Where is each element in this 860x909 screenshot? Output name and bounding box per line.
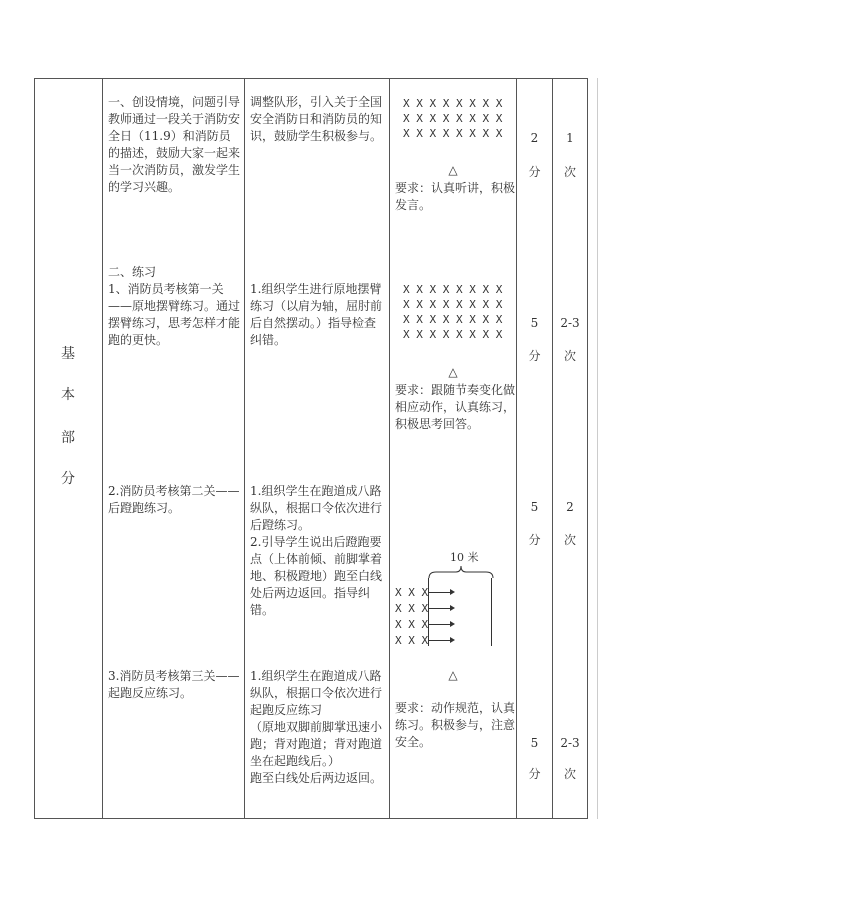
- section-label-char: 基: [61, 346, 75, 362]
- run-direction-arrow: [429, 624, 451, 625]
- start-line: [428, 578, 429, 646]
- time-value: 5: [530, 316, 539, 330]
- teacher-guidance: 1.组织学生在跑道成八路纵队，根据口令依次进行后蹬练习。 2.引导学生说出后蹬跑要点（上体前倾、前脚掌着地、积极蹬地）跑至白线处后两边返回。指导纠错。: [250, 484, 383, 617]
- teacher-position-mark: △: [448, 365, 458, 379]
- count-value: 1: [566, 131, 574, 145]
- section-label-char: 本: [61, 387, 75, 403]
- count-unit: 次: [563, 533, 576, 547]
- runner-group: X X X: [395, 618, 429, 631]
- requirement-text: 要求：认真听讲，积极发言。: [395, 181, 516, 212]
- count-unit: 次: [563, 349, 576, 363]
- requirement-text: 要求：动作规范，认真练习。积极参与，注意安全。: [395, 701, 516, 749]
- formation-grid: X X X X X X X X X X X X X X X X X X X X X X X X X X X X X X X X: [403, 283, 503, 341]
- table-col-line: [102, 78, 103, 819]
- time-value: 2: [530, 131, 539, 145]
- teacher-position-mark: △: [448, 668, 458, 682]
- teacher-position-mark: △: [448, 163, 458, 177]
- turn-line: [491, 578, 492, 646]
- time-value: 5: [530, 500, 539, 514]
- count-value: 2-3: [560, 736, 580, 750]
- runner-group: X X X: [395, 586, 429, 599]
- time-unit: 分: [528, 533, 541, 547]
- count-value: 2: [566, 500, 574, 514]
- distance-label: 10 米: [450, 551, 479, 564]
- table-border-top: [34, 78, 588, 79]
- run-direction-arrow: [429, 592, 451, 593]
- count-unit: 次: [563, 767, 576, 781]
- activity-content: 一、创设情境，问题引导 教师通过一段关于消防安全日（11.9）和消防员的描述，鼓励大家一起来当一次消防员，激发学生的学习兴趣。: [108, 95, 241, 194]
- activity-content: 3.消防员考核第三关——起跑反应练习。: [108, 669, 240, 700]
- section-label-char: 部: [61, 430, 75, 446]
- table-col-line: [34, 78, 35, 819]
- teacher-guidance: 1.组织学生在跑道成八路纵队，根据口令依次进行起跑反应练习 （原地双脚前脚掌迅速小跑；背对跑道；背对跑道坐在起跑线后。） 跑至白线处后两边返回。: [250, 669, 383, 785]
- time-unit: 分: [528, 165, 541, 179]
- count-unit: 次: [563, 165, 576, 179]
- count-value: 2-3: [560, 316, 580, 330]
- requirement-text: 要求：跟随节奏变化做相应动作，认真练习，积极思考回答。: [395, 383, 516, 431]
- run-direction-arrow: [429, 608, 451, 609]
- run-direction-arrow: [429, 640, 451, 641]
- distance-brace: [428, 564, 494, 580]
- activity-content: 二、练习 1、消防员考核第一关——原地摆臂练习。通过摆臂练习，思考怎样才能跑的更快。: [108, 265, 241, 347]
- teacher-guidance: 1.组织学生进行原地摆臂练习（以肩为轴，屈肘前后自然摆动。）指导检查纠错。: [250, 282, 383, 347]
- formation-grid: X X X X X X X X X X X X X X X X X X X X X X X X: [403, 97, 503, 140]
- time-unit: 分: [528, 349, 541, 363]
- table-border-bottom: [34, 818, 588, 819]
- runner-group: X X X: [395, 634, 429, 647]
- page-edge-line: [597, 78, 598, 819]
- table-col-line: [244, 78, 245, 819]
- time-unit: 分: [528, 767, 541, 781]
- table-col-line: [516, 78, 517, 819]
- time-value: 5: [530, 736, 539, 750]
- table-col-line: [587, 78, 588, 819]
- table-col-line: [552, 78, 553, 819]
- runner-group: X X X: [395, 602, 429, 615]
- section-label-char: 分: [61, 471, 75, 487]
- activity-content: 2.消防员考核第二关——后蹬跑练习。: [108, 484, 240, 515]
- teacher-guidance: 调整队形，引入关于全国安全消防日和消防员的知识，鼓励学生积极参与。: [250, 95, 383, 143]
- table-col-line: [389, 78, 390, 819]
